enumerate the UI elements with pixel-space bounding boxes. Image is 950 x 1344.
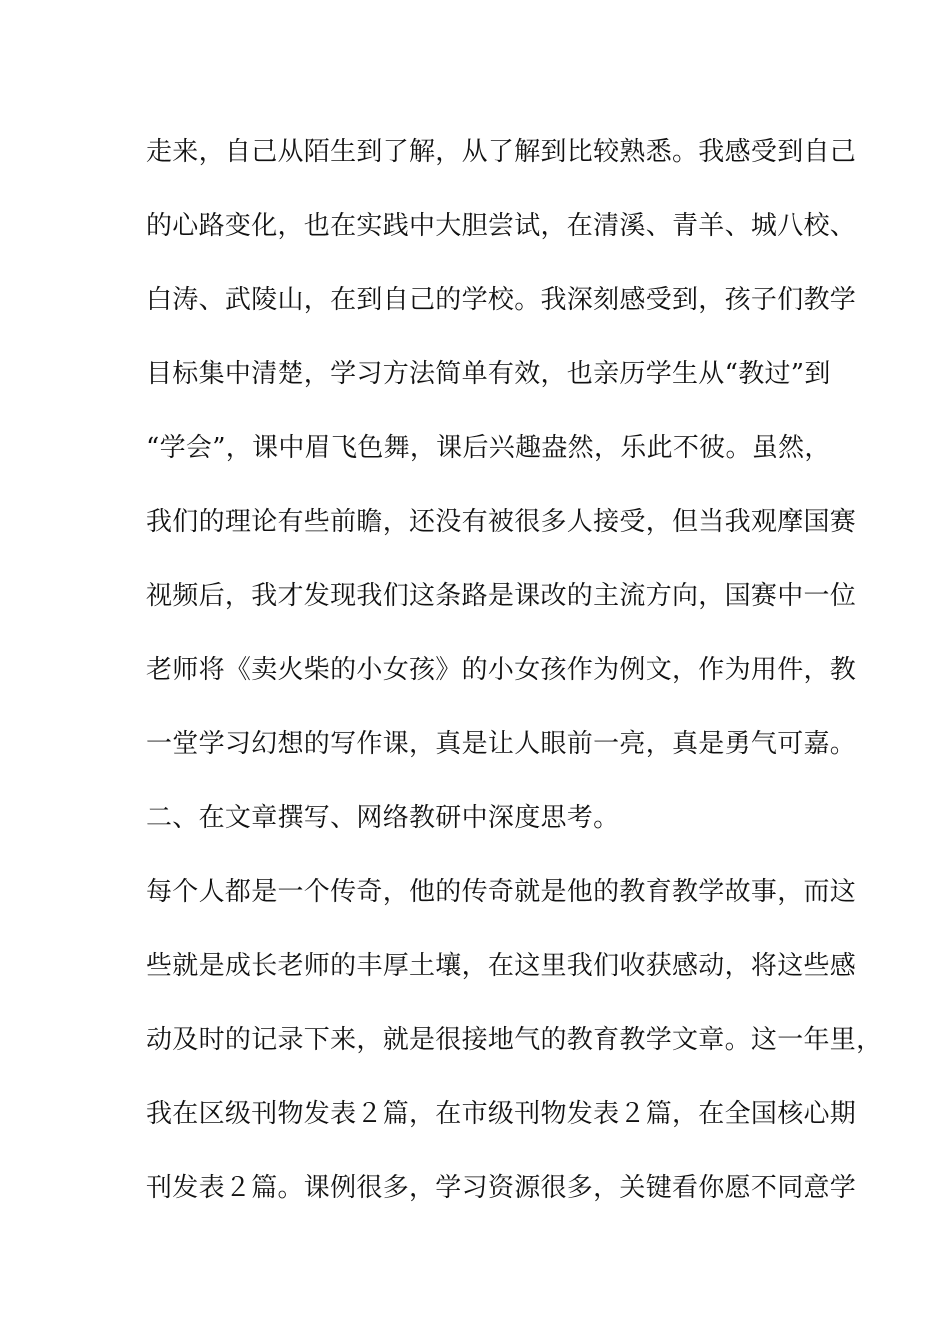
text-line-13: 动及时的记录下来，就是很接地气的教育教学文章。这一年里， (146, 1025, 883, 1055)
text-line-4: 目标集中清楚，学习方法简单有效，也亲历学生从“教过”到 (146, 359, 831, 389)
text-line-5: “学会”，课中眉飞色舞，课后兴趣盎然，乐此不彼。虽然， (146, 433, 831, 463)
text-line-1: 走来，自己从陌生到了解，从了解到比较熟悉。我感受到自己 (146, 137, 857, 167)
text-line-2: 的心路变化，也在实践中大胆尝试，在清溪、青羊、城八校、 (146, 211, 857, 241)
section-heading: 二、在文章撰写、网络教研中深度思考。 (146, 803, 620, 833)
text-line-12: 些就是成长老师的丰厚土壤，在这里我们收获感动，将这些感 (146, 951, 857, 981)
text-line-9: 一堂学习幻想的写作课，真是让人眼前一亮，真是勇气可嘉。 (146, 729, 857, 759)
text-line-14: 我在区级刊物发表２篇，在市级刊物发表２篇，在全国核心期 (146, 1099, 857, 1129)
text-line-3: 白涛、武陵山，在到自己的学校。我深刻感受到，孩子们教学 (146, 285, 857, 315)
text-line-15: 刊发表２篇。课例很多，学习资源很多，关键看你愿不同意学 (146, 1173, 857, 1203)
text-line-11: 每个人都是一个传奇，他的传奇就是他的教育教学故事，而这 (146, 877, 857, 907)
text-line-6: 我们的理论有些前瞻，还没有被很多人接受，但当我观摩国赛 (146, 507, 857, 537)
text-line-7: 视频后，我才发现我们这条路是课改的主流方向，国赛中一位 (146, 581, 857, 611)
text-line-8: 老师将《卖火柴的小女孩》的小女孩作为例文，作为用件，教 (146, 655, 857, 685)
